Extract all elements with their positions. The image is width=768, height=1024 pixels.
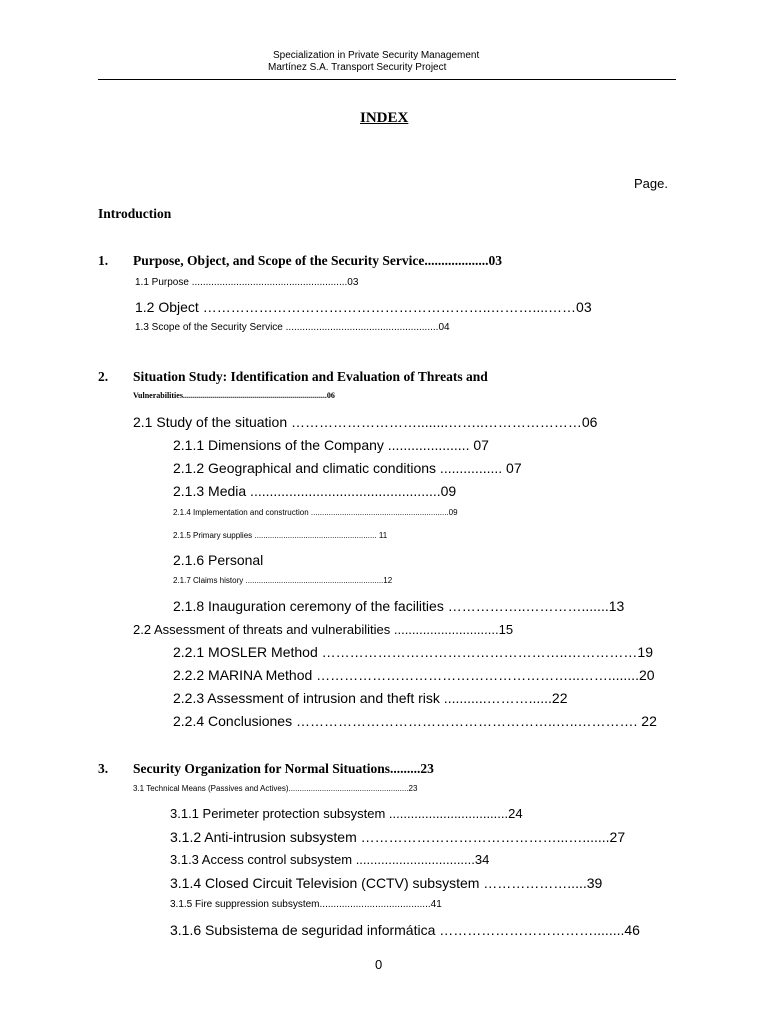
toc-entry-2-1-2: 2.1.2 Geographical and climatic conditions ................ 07 [173, 460, 522, 476]
header-rule [98, 79, 676, 80]
toc-entry-2-2: 2.2 Assessment of threats and vulnerabilities .............................15 [133, 622, 514, 637]
toc-entry-3-1-2: 3.1.2 Anti-intrusion subsystem ……………………………………...….......27 [170, 829, 626, 845]
toc-entry-3-1-1: 3.1.1 Perimeter protection subsystem .................................24 [170, 806, 523, 821]
introduction-heading: Introduction [98, 206, 172, 221]
toc-entry-2-1-7: 2.1.7 Claims history ..............................................................12 [173, 576, 393, 585]
header-line-1: Specialization in Private Security Management [273, 50, 480, 61]
toc-entry-2-1-6: 2.1.6 Personal [173, 552, 264, 568]
toc-entry-3-1-3: 3.1.3 Access control subsystem .................................34 [170, 852, 490, 867]
toc-entry-2-1-3: 2.1.3 Media .................................................09 [173, 483, 457, 499]
page-number: 0 [375, 957, 383, 972]
toc-entry-1-3: 1.3 Scope of the Security Service .......................................................04 [135, 322, 450, 333]
toc-entry-2-1-1: 2.1.1 Dimensions of the Company ..................... 07 [173, 437, 489, 453]
toc-entry-1-2: 1.2 Object ……………………………………………………..………....……03 [135, 299, 592, 315]
index-title: INDEX [360, 110, 409, 126]
section-3-number: 3. [98, 761, 109, 776]
toc-entry-2-1-8: 2.1.8 Inauguration ceremony of the facilities ……………..………….......13 [173, 598, 625, 614]
toc-entry-2-1: 2.1 Study of the situation ………………………........……..…………………06 [133, 414, 598, 430]
toc-entry-2-2-3: 2.2.3 Assessment of intrusion and theft risk ...........………......22 [173, 690, 568, 706]
toc-entry-3-1: 3.1 Technical Means (Passives and Actives)......................................................23 [133, 784, 418, 793]
toc-entry-2-2-4: 2.2.4 Conclusiones ………………………………………………..…..…………. 22 [173, 713, 657, 729]
toc-entry-3-1-4: 3.1.4 Closed Circuit Television (CCTV) subsystem ……………….....39 [170, 875, 603, 891]
section-1-title: Purpose, Object, and Scope of the Security Service...................03 [133, 253, 502, 268]
toc-entry-3-1-6: 3.1.6 Subsistema de seguridad informática ……………………………........46 [170, 922, 640, 938]
toc-entry-1-1: 1.1 Purpose ........................................................03 [135, 277, 359, 288]
section-2-number: 2. [98, 369, 109, 384]
toc-entry-2-1-4: 2.1.4 Implementation and construction ..............................................................09 [173, 508, 458, 517]
toc-entry-2-2-1: 2.2.1 MOSLER Method ……………………………………………..……………19 [173, 644, 653, 660]
page-column-label: Page. [634, 176, 668, 191]
toc-entry-2-2-2: 2.2.2 MARINA Method ………………………………………………...……........20 [173, 667, 655, 683]
toc-entry-3-1-5: 3.1.5 Fire suppression subsystem........................................41 [170, 899, 442, 910]
section-3-title: Security Organization for Normal Situations.........23 [133, 761, 434, 776]
header-line-2: Martínez S.A. Transport Security Project [268, 62, 447, 73]
section-2-title-cont: Vulnerabilities........................................................................06 [133, 391, 335, 400]
toc-entry-2-1-5: 2.1.5 Primary supplies ....................................................... 11 [173, 531, 388, 540]
section-1-number: 1. [98, 253, 109, 268]
section-2-title: Situation Study: Identification and Evaluation of Threats and [133, 369, 488, 384]
